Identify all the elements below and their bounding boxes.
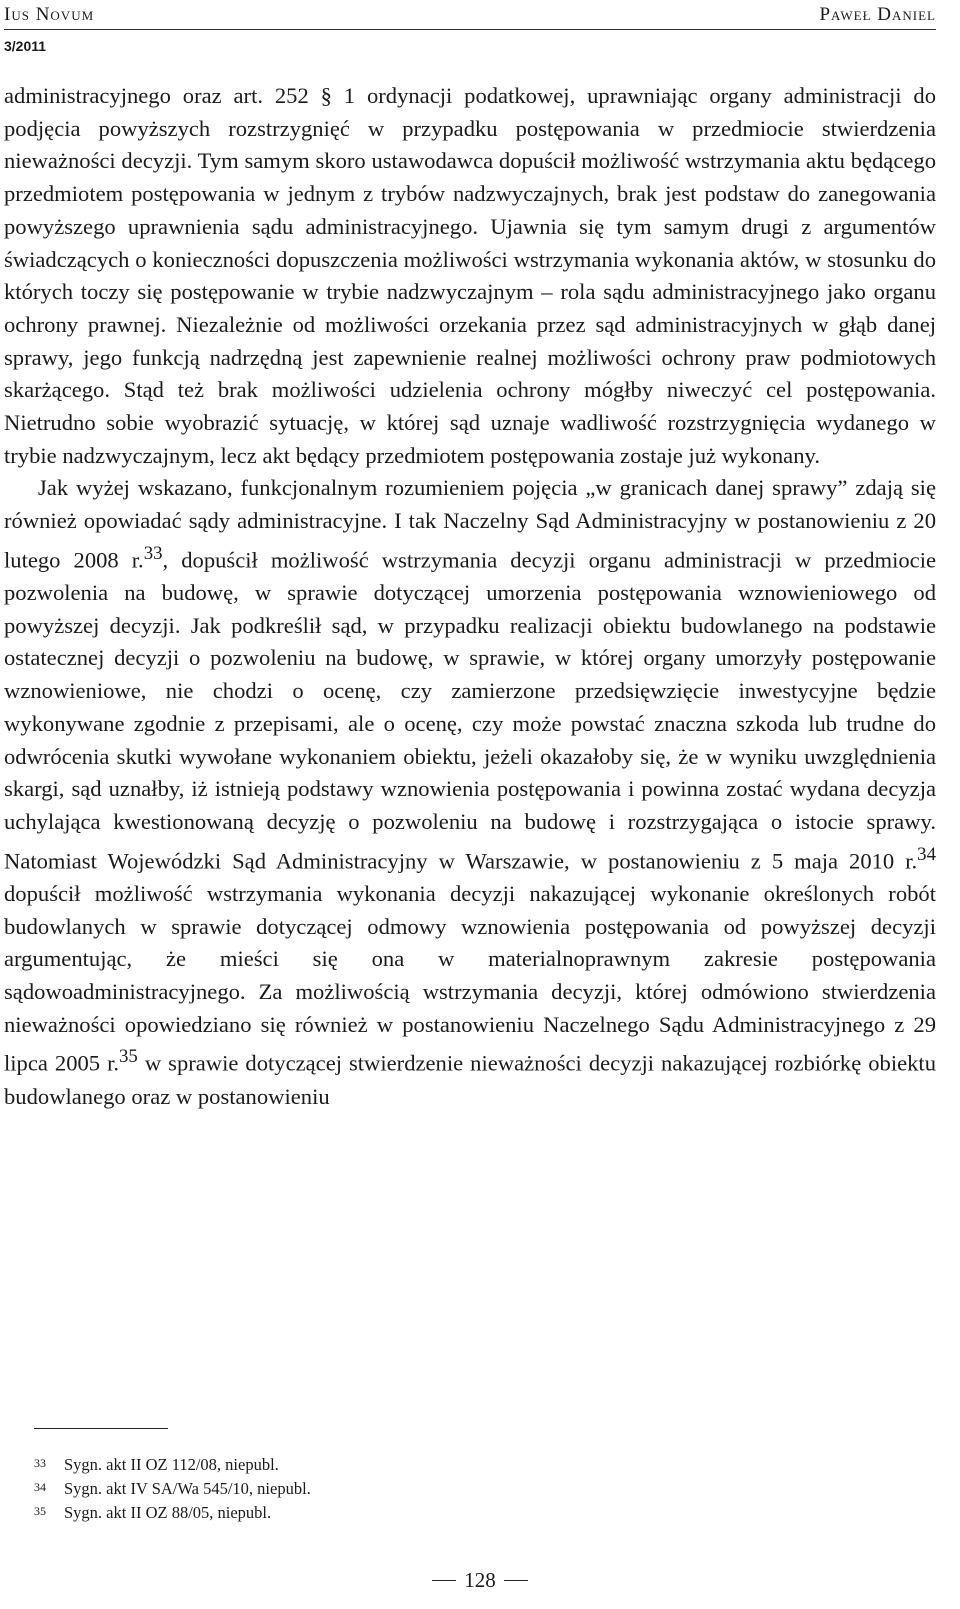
running-header (4, 4, 936, 24)
paragraph-2-part-3: dopuścił możliwość wstrzymania wykonania decyzji nakazującej wykonanie określonych robót budowlanych w sprawie dotyczącej odmowy wznowienia postępowania od powyższej decyzji argumentując, że mieści się ona w materialnoprawnym zakresie postępowania sądowoadministracyjnego. Za możliwością wstrzymania decyzji, której odmówiono stwierdzenia nieważności opowiedziano się również w postanowieniu Naczelnego Sądu Administracyjnego z 29 lipca 2005 r. (4, 880, 936, 1076)
issue-number: 3/2011 (4, 38, 47, 54)
footnote-number: 33 (34, 1456, 46, 1470)
footnote-ref-34: 34 (917, 843, 936, 865)
footnote-number: 35 (34, 1504, 46, 1518)
footnote-34 (34, 1476, 311, 1500)
paragraph-2-part-4: w sprawie dotyczącej stwierdzenie nieważności decyzji nakazującej rozbiórkę obiektu budowlanego oraz w postanowieniu (4, 1050, 936, 1109)
paragraph-2-part-1: Jak wyżej wskazano, funkcjonalnym rozumieniem pojęcia „w granicach danej sprawy” zdają się również opowiadać sądy administracyjne. I tak Naczelny Sąd Administracyjny w postanowieniu z 20 lutego 2008 r. (4, 475, 936, 573)
paragraph-2 (4, 472, 936, 1113)
footnote-33 (34, 1452, 311, 1476)
footnote-number: 34 (34, 1480, 46, 1494)
footnote-35 (34, 1500, 311, 1524)
author-name: Paweł Daniel (819, 4, 936, 25)
footnotes (34, 1452, 311, 1524)
footnote-ref-33: 33 (143, 542, 163, 564)
footnote-rule (34, 1428, 168, 1429)
paragraph-1: administracyjnego oraz art. 252 § 1 ordynacji podatkowej, uprawniając organy administracji do podjęcia powyższych rozstrzygnięć w przypadku postępowania w przedmiocie stwierdzenia nieważności decyzji. Tym samym skoro ustawodawca dopuścił możliwość wstrzymania aktu będącego przedmiotem postępowania w jednym z trybów nadzwyczajnych, brak jest podstaw do zanegowania powyższego uprawnienia sądu administracyjnego. Ujawnia się tym samym drugi z argumentów świadczących o konieczności dopuszczenia możliwości wstrzymania wykonania aktów, w stosunku do których toczy się postępowanie w trybie nadzwyczajnym – rola sądu administracyjnego jako organu ochrony prawnej. Niezależnie od możliwości orzekania przez sąd administracyjnych w głąb danej sprawy, jego funkcją nadrzędną jest zapewnienie realnej możliwości ochrony praw podmiotowych skarżącego. Stąd też brak możliwości udzielenia ochrony mógłby niweczyć cel postępowania. Nietrudno sobie wyobrazić sytuację, w której sąd uznaje wadliwość rozstrzygnięcia wydanego w trybie nadzwyczajnym, lecz akt będący przedmiotem postępowania zostaje już wykonany. (4, 83, 936, 468)
journal-title: Ius Novum (4, 4, 95, 25)
footnote-text: Sygn. akt II OZ 112/08, niepubl. (64, 1455, 279, 1474)
page-number (0, 1568, 960, 1593)
body-text (4, 80, 936, 1113)
page-number-dash-right (504, 1580, 528, 1581)
page-number-value: 128 (464, 1568, 496, 1592)
header-rule (4, 29, 936, 30)
footnote-ref-35: 35 (119, 1046, 138, 1068)
footnote-text: Sygn. akt IV SA/Wa 545/10, niepubl. (64, 1479, 311, 1498)
paragraph-2-part-2: , dopuścił możliwość wstrzymania decyzji organu administracji w przedmiocie pozwolenia na budowę, w sprawie dotyczącej umorzenia postępowania wznowieniowego od powyższej decyzji. Jak podkreślił sąd, w przypadku realizacji obiektu budowlanego na podstawie ostatecznej decyzji o pozwoleniu na budowę, w sprawie, w której organy umorzyły postępowanie wznowieniowe, nie chodzi o ocenę, czy zamierzone przedsięwzięcie inwestycyjne będzie wykonywane zgodnie z przepisami, ale o ocenę, czy może powstać znaczna szkoda lub trudne do odwrócenia skutki wywołane wykonaniem obiektu, jeżeli okazałoby się, że w wyniku uwzględnienia skargi, sąd uznałby, iż istnieją podstawy wznowienia postępowania i powinna zostać wydana decyzja uchylająca kwestionowaną decyzję o pozwoleniu na budowę i rozstrzygająca o istocie sprawy. Natomiast Wojewódzki Sąd Administracyjny w Warszawie, w postanowieniu z 5 maja 2010 r. (4, 547, 936, 874)
footnote-text: Sygn. akt II OZ 88/05, niepubl. (64, 1503, 272, 1522)
page-number-dash-left (432, 1580, 456, 1581)
